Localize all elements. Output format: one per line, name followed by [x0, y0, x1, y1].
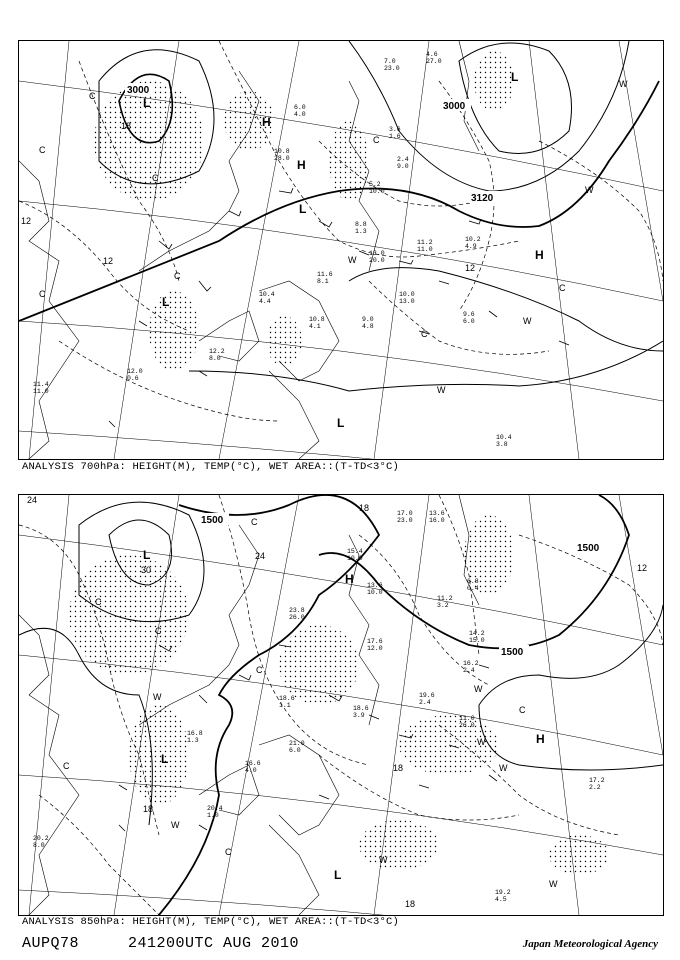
caption-700hpa: ANALYSIS 700hPa: HEIGHT(M), TEMP(°C), WET AREA::(T-TD<3°C) — [22, 461, 400, 473]
thermal-mark: W — [474, 684, 483, 694]
thermal-mark: C — [152, 173, 159, 183]
station-t: 11.0 — [459, 715, 475, 722]
pressure-center: L — [162, 295, 170, 309]
station-d: 8.0 — [33, 842, 45, 849]
station-t: 6.0 — [294, 104, 306, 111]
station-d: 4.0 — [245, 767, 257, 774]
valid-datetime: 241200UTC AUG 2010 — [128, 935, 300, 952]
thermal-mark: C — [39, 289, 46, 299]
contour-label: 3000 — [443, 101, 466, 112]
station-d: 10.0 — [347, 555, 363, 562]
station-t: 3.6 — [389, 126, 401, 133]
station-d: 3.2 — [437, 602, 449, 609]
station-t: 10.4 — [496, 434, 512, 441]
thermal-mark: W — [619, 79, 628, 89]
station-t: 13.0 — [369, 250, 385, 257]
station-t: 11.2 — [437, 595, 453, 602]
station-d: 15.0 — [469, 637, 485, 644]
station-d: 2.2 — [589, 784, 601, 791]
pressure-center: L — [143, 548, 151, 562]
contour-label: 3120 — [471, 193, 494, 204]
thermal-mark: C — [373, 135, 380, 145]
station-t: 8.8 — [355, 221, 367, 228]
station-d: 4.9 — [465, 243, 477, 250]
isotherm-label: 24 — [27, 495, 38, 505]
station-d: 8.1 — [317, 278, 329, 285]
isotherm-label: 12 — [21, 216, 32, 226]
agency-name: Japan Meteorological Agency — [522, 938, 658, 950]
thermal-mark: C — [421, 329, 428, 339]
isotherm-label: 12 — [103, 256, 114, 266]
station-t: 17.6 — [367, 638, 383, 645]
thermal-mark: W — [585, 185, 594, 195]
contour-label: 1500 — [201, 515, 224, 526]
contour-label: 1500 — [577, 543, 600, 554]
chart-code: AUPQ78 — [22, 935, 80, 952]
station-d: 10.0 — [367, 589, 383, 596]
pressure-center: L — [161, 752, 169, 766]
station-t: 5.2 — [369, 181, 381, 188]
station-d: 4.5 — [495, 896, 507, 903]
station-d: 2.4 — [419, 699, 431, 706]
station-t: 23.8 — [289, 607, 305, 614]
thermal-mark: W — [523, 316, 532, 326]
station-t: 13.6 — [429, 510, 445, 517]
station-d: 6.0 — [289, 747, 301, 754]
station-t: 2.4 — [397, 156, 409, 163]
station-d: 1.0 — [207, 812, 219, 819]
station-t: 21.0 — [289, 740, 305, 747]
thermal-mark: C — [251, 517, 258, 527]
station-t: 10.8 — [309, 316, 325, 323]
thermal-mark: W — [437, 385, 446, 395]
pressure-center: H — [535, 248, 544, 262]
isotherm-label: 12 — [465, 263, 476, 273]
station-t: 20.2 — [33, 835, 49, 842]
station-t: 11.4 — [33, 381, 49, 388]
pressure-center: L — [334, 868, 342, 882]
station-d: 28.0 — [274, 155, 290, 162]
station-t: 14.2 — [469, 630, 485, 637]
thermal-mark: W — [499, 763, 508, 773]
pressure-center: L — [143, 96, 151, 110]
station-d: 23.0 — [384, 65, 400, 72]
station-d: 1.6 — [389, 133, 401, 140]
thermal-mark: C — [174, 271, 181, 281]
isotherm-label: 18 — [121, 121, 132, 131]
station-d: 9.0 — [397, 163, 409, 170]
chart-850hpa-svg — [19, 495, 663, 915]
pressure-center: H — [536, 732, 545, 746]
station-d: 1.1 — [279, 702, 291, 709]
station-d: 3.8 — [496, 441, 508, 448]
contour-labels — [199, 513, 605, 658]
station-d: 8.0 — [209, 355, 221, 362]
station-t: 16.6 — [245, 760, 261, 767]
thermal-mark: C — [225, 847, 232, 857]
station-t: 12.0 — [127, 368, 143, 375]
station-d: 23.0 — [397, 517, 413, 524]
thermal-mark: C — [256, 665, 263, 675]
thermal-mark: W — [153, 692, 162, 702]
station-t: 16.8 — [187, 730, 203, 737]
isotherm-label: 18 — [405, 899, 416, 909]
station-t: 17.0 — [397, 510, 413, 517]
thermal-mark: W — [379, 855, 388, 865]
station-d: 4.8 — [362, 323, 374, 330]
thermal-mark: W — [549, 879, 558, 889]
contour-label: 1500 — [501, 647, 524, 658]
pressure-center: L — [299, 202, 307, 216]
station-t: 12.2 — [209, 348, 225, 355]
station-t: 18.6 — [353, 705, 369, 712]
contour-label: 3000 — [127, 85, 150, 96]
station-d: 13.0 — [399, 298, 415, 305]
station-d: 0.4 — [467, 585, 479, 592]
isotherm-label: 18 — [393, 763, 404, 773]
station-t: 10.0 — [399, 291, 415, 298]
station-t: 9.6 — [463, 311, 475, 318]
thermal-mark: W — [477, 737, 486, 747]
station-t: 7.0 — [384, 58, 396, 65]
station-d: 11.0 — [417, 246, 433, 253]
station-t: 4.6 — [426, 51, 438, 58]
thermal-mark: C — [89, 91, 96, 101]
station-d: 2.4 — [463, 667, 475, 674]
station-d: 1.3 — [355, 228, 367, 235]
pressure-center: L — [337, 416, 345, 430]
station-t: 19.6 — [419, 692, 435, 699]
pressure-systems — [143, 548, 545, 882]
chart-850hpa-panel — [18, 494, 664, 916]
pressure-center: H — [297, 158, 306, 172]
station-t: 15.4 — [347, 548, 363, 555]
station-d: 12.0 — [367, 645, 383, 652]
station-d: 27.0 — [426, 58, 442, 65]
station-t: 16.2 — [463, 660, 479, 667]
thermal-mark: C — [39, 145, 46, 155]
thermal-mark: C — [63, 761, 70, 771]
station-t: 10.4 — [259, 291, 275, 298]
station-d: 26.0 — [459, 722, 475, 729]
isotherm-label: 18 — [143, 804, 154, 814]
station-d: 6.0 — [463, 318, 475, 325]
chart-700hpa-svg — [19, 41, 663, 459]
station-d: 11.0 — [33, 388, 49, 395]
station-t: 19.2 — [495, 889, 511, 896]
station-d: 0.6 — [127, 375, 139, 382]
thermal-mark: C — [559, 283, 566, 293]
station-d: 4.4 — [259, 298, 271, 305]
station-t: 6.8 — [467, 578, 479, 585]
chart-700hpa-panel — [18, 40, 664, 460]
pressure-center: H — [262, 115, 271, 129]
isotherm-label: 18 — [359, 503, 370, 513]
station-t: 20.4 — [207, 805, 223, 812]
isotherm-label: 12 — [637, 563, 648, 573]
pressure-center: L — [511, 70, 519, 84]
station-d: 16.0 — [429, 517, 445, 524]
thermal-mark: C — [155, 626, 162, 636]
station-d: 1.3 — [187, 737, 199, 744]
station-t: 10.2 — [465, 236, 481, 243]
station-d: 26.0 — [289, 614, 305, 621]
isotherm-label: 24 — [255, 551, 266, 561]
thermal-mark: W — [348, 255, 357, 265]
station-d: 4.0 — [294, 111, 306, 118]
station-d: 10.0 — [369, 188, 385, 195]
station-t: 11.2 — [417, 239, 433, 246]
station-d: 4.1 — [309, 323, 321, 330]
station-d: 3.9 — [353, 712, 365, 719]
isotherm-label: 30 — [141, 565, 152, 575]
pressure-center: H — [345, 572, 354, 586]
thermal-mark: C — [519, 705, 526, 715]
station-t: 17.2 — [589, 777, 605, 784]
station-t: 13.6 — [367, 582, 383, 589]
station-t: 18.6 — [279, 695, 295, 702]
thermal-mark: C — [95, 597, 102, 607]
station-d: 20.0 — [369, 257, 385, 264]
caption-850hpa: ANALYSIS 850hPa: HEIGHT(M), TEMP(°C), WET AREA::(T-TD<3°C) — [22, 916, 400, 928]
thermal-mark: W — [171, 820, 180, 830]
station-t: 11.6 — [317, 271, 333, 278]
station-t: 10.8 — [274, 148, 290, 155]
station-t: 9.0 — [362, 316, 374, 323]
